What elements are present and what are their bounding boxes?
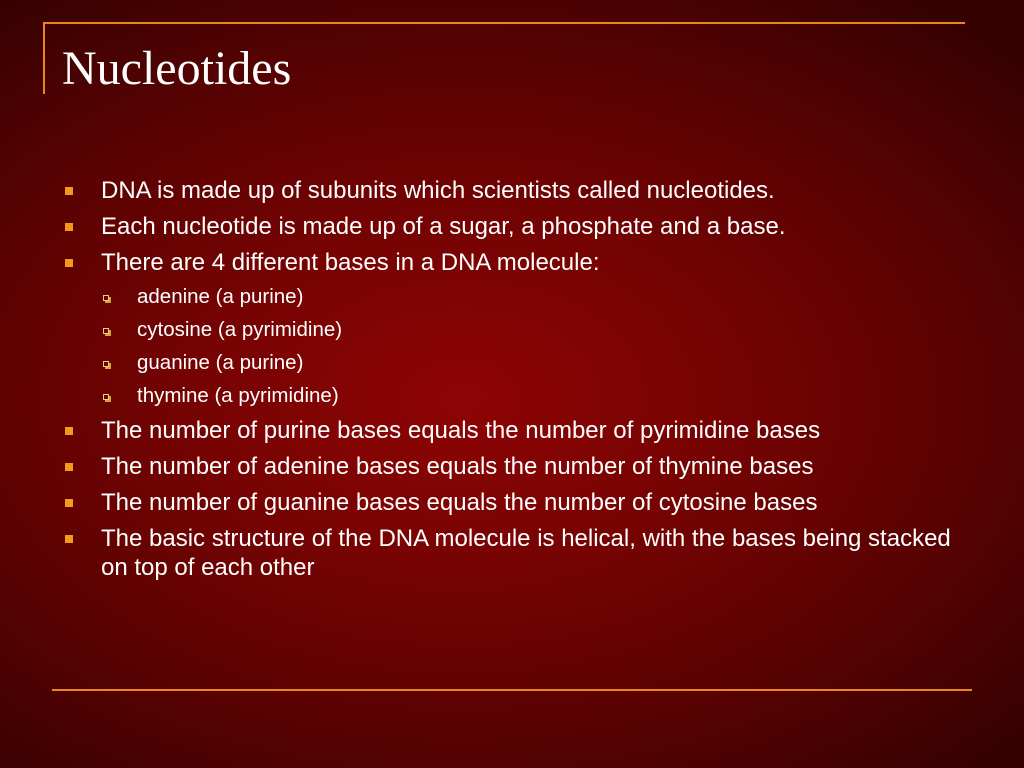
square-bullet-icon [65, 427, 73, 435]
bullet-text: The number of adenine bases equals the number of thymine bases [101, 453, 814, 480]
hollow-square-bullet-icon [103, 361, 109, 367]
square-bullet-icon [65, 259, 73, 267]
square-bullet-icon [65, 499, 73, 507]
sub-bullet-text: thymine (a pyrimidine) [137, 384, 339, 407]
bullet-text: The number of guanine bases equals the number of cytosine bases [101, 489, 818, 516]
hollow-square-bullet-icon [103, 328, 109, 334]
square-bullet-icon [65, 187, 73, 195]
square-bullet-icon [65, 463, 73, 471]
sub-bullet-item [62, 383, 967, 408]
bottom-divider-line [52, 689, 972, 691]
bullet-item [62, 416, 967, 445]
bullet-item [62, 248, 967, 277]
left-accent-line [43, 22, 45, 94]
bullet-item [62, 212, 967, 241]
bullet-text: DNA is made up of subunits which scientists called nucleotides. [101, 177, 775, 204]
sub-bullet-text: cytosine (a pyrimidine) [137, 318, 343, 341]
sub-bullet-text: guanine (a purine) [137, 351, 304, 374]
bullet-text: Each nucleotide is made up of a sugar, a phosphate and a base. [101, 213, 786, 240]
slide-title: Nucleotides [62, 42, 292, 95]
sub-bullet-item [62, 284, 967, 309]
bullet-item [62, 452, 967, 481]
bullet-item [62, 524, 967, 582]
square-bullet-icon [65, 223, 73, 231]
sub-bullet-item [62, 317, 967, 342]
sub-bullet-text: adenine (a purine) [137, 285, 304, 308]
sub-bullet-item [62, 350, 967, 375]
bullet-text: There are 4 different bases in a DNA molecule: [101, 249, 600, 276]
top-divider-line [43, 22, 965, 24]
bullet-list [62, 176, 967, 589]
bullet-item [62, 176, 967, 205]
hollow-square-bullet-icon [103, 295, 109, 301]
bullet-text: The basic structure of the DNA molecule is helical, with the bases being stacked on top of each other [101, 525, 951, 581]
hollow-square-bullet-icon [103, 394, 109, 400]
square-bullet-icon [65, 535, 73, 543]
bullet-text: The number of purine bases equals the number of pyrimidine bases [101, 417, 821, 444]
bullet-item [62, 488, 967, 517]
